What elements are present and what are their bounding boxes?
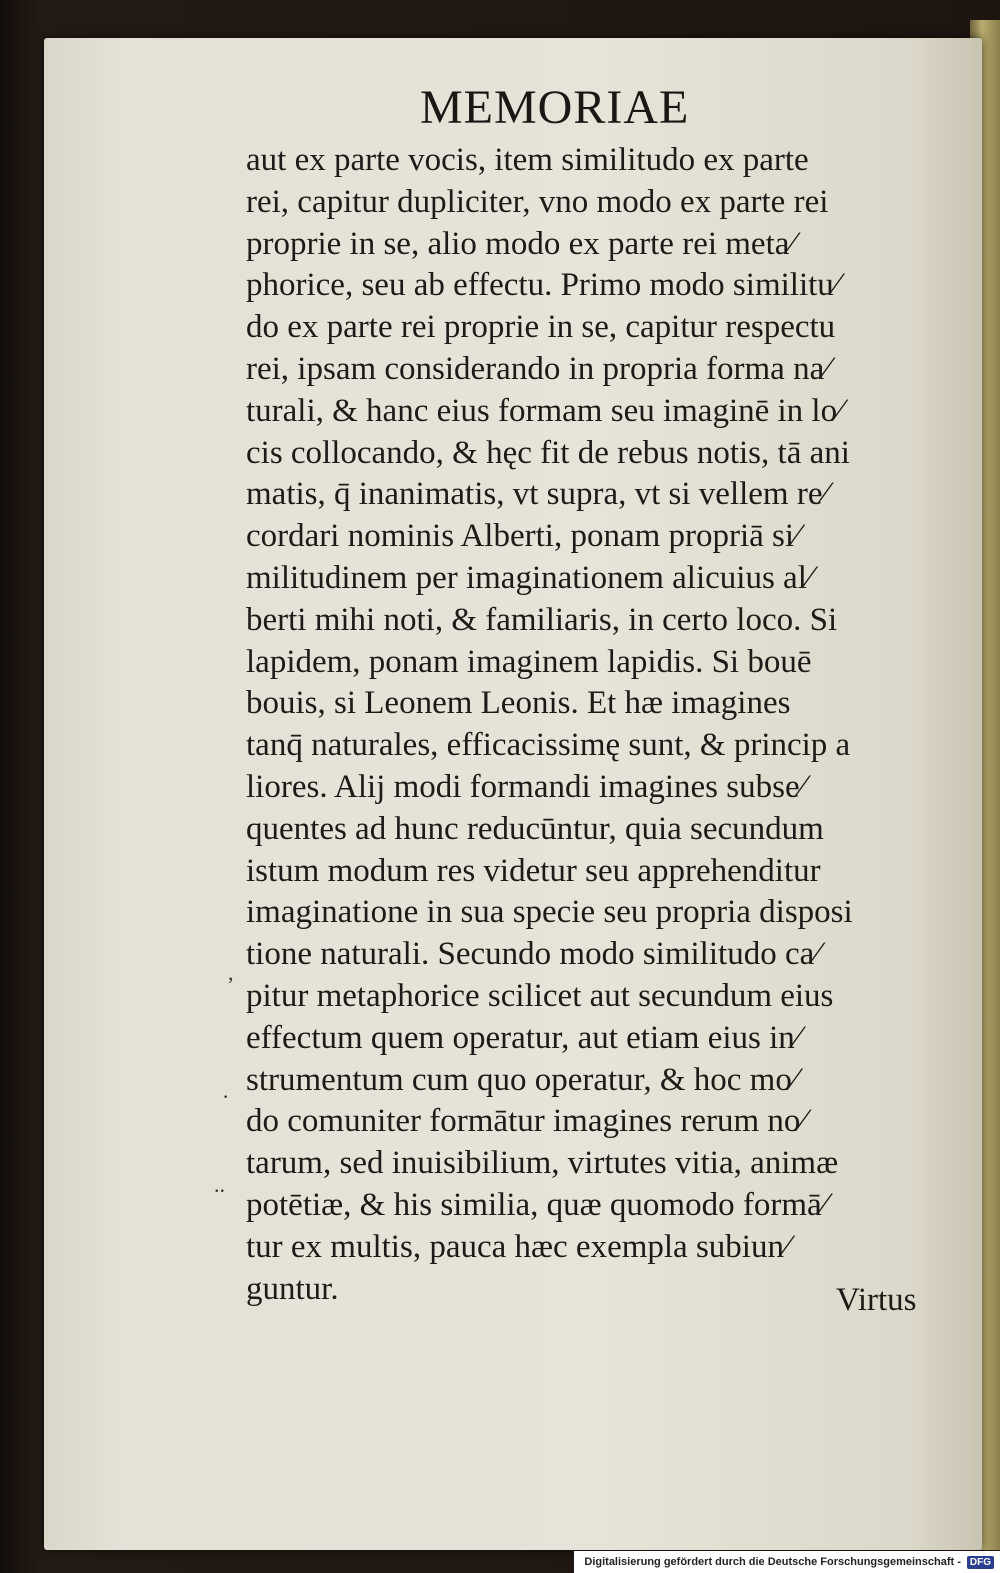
text-line: lapidem, ponam imaginem lapidis. Si bouē — [246, 643, 812, 680]
text-line: tur ex multis, pauca hæc exempla subiun⁄ — [246, 1228, 790, 1265]
digitization-credit-bar — [574, 1551, 1000, 1573]
text-line: berti mihi noti, & familiaris, in certo loco. Si — [246, 601, 838, 638]
text-line: phorice, seu ab effectu. Primo modo similitu⁄ — [246, 267, 840, 304]
text-line: effectum quem operatur, aut etiam eius in⁄ — [246, 1019, 801, 1056]
text-line: liores. Alij modi formandi imagines subse⁄ — [246, 768, 806, 805]
text-line: pitur metaphorice scilicet aut secundum eius — [246, 977, 834, 1014]
text-line: guntur. — [246, 1270, 339, 1307]
text-line: rei, capitur dupliciter, vno modo ex parte rei — [246, 183, 829, 220]
text-line: bouis, si Leonem Leonis. Et hæ imagines — [246, 685, 791, 722]
text-line: potētiæ, & his similia, quæ quomodo formā⁄ — [246, 1186, 828, 1223]
text-line: do ex parte rei proprie in se, capitur respectu — [246, 309, 836, 346]
text-line: proprie in se, alio modo ex parte rei meta⁄ — [246, 225, 795, 262]
text-line: do comuniter formātur imagines rerum no⁄ — [246, 1103, 806, 1140]
text-line: turali, & hanc eius formam seu imaginē in lo⁄ — [246, 392, 843, 429]
text-line: tanq̄ naturales, efficacissimę sunt, & princip a — [246, 727, 851, 764]
body-text — [246, 140, 946, 1310]
dfg-logo-icon: DFG — [967, 1556, 994, 1569]
funding-credit: Digitalisierung gefördert durch die Deutsche Forschungsgemeinschaft - — [584, 1556, 961, 1568]
text-line: strumentum cum quo operatur, & hoc mo⁄ — [246, 1061, 798, 1098]
text-line: istum modum res videtur seu apprehenditur — [246, 852, 821, 889]
text-line: imaginatione in sua specie seu propria disposi — [246, 894, 853, 931]
text-line: aut ex parte vocis, item similitudo ex parte — [246, 142, 809, 178]
text-line: matis, q̄ inanimatis, vt supra, vt si vellem re⁄ — [246, 476, 828, 513]
text-line: rei, ipsam considerando in propria forma na⁄ — [246, 350, 830, 387]
text-line: tione naturali. Secundo modo similitudo ca⁄ — [246, 936, 820, 973]
margin-mark: .. — [214, 1172, 225, 1197]
text-line: militudinem per imaginationem alicuius al⁄ — [246, 559, 813, 596]
text-line: tarum, sed inuisibilium, virtutes vitia, animæ — [246, 1145, 839, 1182]
running-head: MEMORIAE — [420, 81, 690, 134]
text-line: cordari nominis Alberti, ponam propriā si⁄ — [246, 518, 800, 555]
text-line: cis collocando, & hęc fit de rebus notis, tā ani — [246, 434, 850, 471]
margin-mark: · — [222, 1084, 230, 1109]
text-line: quentes ad hunc reducūntur, quia secundum — [246, 810, 824, 847]
catchword: Virtus — [836, 1282, 917, 1318]
margin-mark: , — [228, 960, 234, 985]
